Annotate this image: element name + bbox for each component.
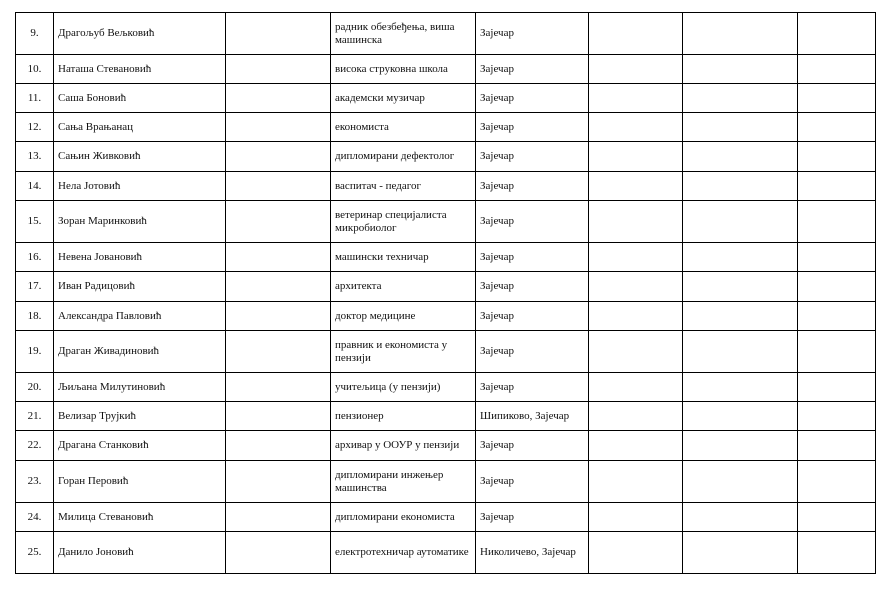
- occupation: учитељица (у пензији): [331, 373, 476, 402]
- occupation: економиста: [331, 113, 476, 142]
- empty-cell: [798, 402, 876, 431]
- residence: Зајечар: [476, 302, 589, 331]
- occupation: дипломирани инжењер машинства: [331, 461, 476, 503]
- empty-cell: [683, 55, 798, 84]
- empty-cell: [589, 55, 683, 84]
- empty-cell: [798, 272, 876, 302]
- empty-cell: [226, 532, 331, 574]
- occupation: пензионер: [331, 402, 476, 431]
- residence: Зајечар: [476, 461, 589, 503]
- empty-cell: [683, 113, 798, 142]
- empty-cell: [589, 431, 683, 461]
- empty-cell: [798, 201, 876, 243]
- candidate-name: Сања Врањанац: [54, 113, 226, 142]
- empty-cell: [798, 431, 876, 461]
- empty-cell: [226, 331, 331, 373]
- empty-cell: [226, 243, 331, 272]
- candidate-name: Горан Перовић: [54, 461, 226, 503]
- empty-cell: [683, 272, 798, 302]
- empty-cell: [589, 84, 683, 113]
- candidate-name: Александра Павловић: [54, 302, 226, 331]
- residence: Зајечар: [476, 272, 589, 302]
- table-row: [16, 461, 876, 503]
- occupation: архивар у ООУР у пензији: [331, 431, 476, 461]
- empty-cell: [683, 402, 798, 431]
- empty-cell: [683, 431, 798, 461]
- empty-cell: [226, 503, 331, 532]
- table-row: [16, 302, 876, 331]
- row-number: 17.: [16, 272, 54, 302]
- candidate-name: Нела Јотовић: [54, 172, 226, 201]
- residence: Зајечар: [476, 243, 589, 272]
- occupation: висока струковна школа: [331, 55, 476, 84]
- empty-cell: [589, 461, 683, 503]
- occupation: ветеринар специјалиста микробиолог: [331, 201, 476, 243]
- residence: Зајечар: [476, 172, 589, 201]
- empty-cell: [226, 431, 331, 461]
- row-number: 19.: [16, 331, 54, 373]
- occupation: правник и економиста у пензији: [331, 331, 476, 373]
- table-row: [16, 532, 876, 574]
- candidate-name: Милица Стевановић: [54, 503, 226, 532]
- residence: Зајечар: [476, 84, 589, 113]
- candidate-name: Саша Боновић: [54, 84, 226, 113]
- table-row: [16, 13, 876, 55]
- table-row: [16, 201, 876, 243]
- occupation: архитекта: [331, 272, 476, 302]
- candidate-name: Иван Радицовић: [54, 272, 226, 302]
- table-row: [16, 373, 876, 402]
- empty-cell: [589, 503, 683, 532]
- empty-cell: [683, 503, 798, 532]
- occupation: васпитач - педагог: [331, 172, 476, 201]
- empty-cell: [589, 201, 683, 243]
- candidate-table-body: [16, 13, 876, 574]
- residence: Зајечар: [476, 55, 589, 84]
- empty-cell: [798, 84, 876, 113]
- table-row: [16, 503, 876, 532]
- empty-cell: [798, 461, 876, 503]
- empty-cell: [683, 331, 798, 373]
- row-number: 20.: [16, 373, 54, 402]
- residence: Зајечар: [476, 201, 589, 243]
- table-row: [16, 272, 876, 302]
- residence: Зајечар: [476, 13, 589, 55]
- empty-cell: [226, 84, 331, 113]
- empty-cell: [798, 331, 876, 373]
- empty-cell: [798, 113, 876, 142]
- residence: Зајечар: [476, 142, 589, 172]
- empty-cell: [589, 302, 683, 331]
- candidate-name: Невена Јовановић: [54, 243, 226, 272]
- residence: Зајечар: [476, 331, 589, 373]
- empty-cell: [589, 402, 683, 431]
- occupation: академски музичар: [331, 84, 476, 113]
- empty-cell: [226, 272, 331, 302]
- empty-cell: [683, 172, 798, 201]
- empty-cell: [683, 13, 798, 55]
- occupation: доктор медицине: [331, 302, 476, 331]
- empty-cell: [226, 461, 331, 503]
- empty-cell: [589, 373, 683, 402]
- residence: Шипиково, Зајечар: [476, 402, 589, 431]
- table-row: [16, 113, 876, 142]
- row-number: 11.: [16, 84, 54, 113]
- empty-cell: [798, 243, 876, 272]
- empty-cell: [589, 532, 683, 574]
- row-number: 18.: [16, 302, 54, 331]
- table-row: [16, 55, 876, 84]
- candidate-name: Сањин Живковић: [54, 142, 226, 172]
- empty-cell: [226, 201, 331, 243]
- residence: Зајечар: [476, 373, 589, 402]
- empty-cell: [683, 461, 798, 503]
- empty-cell: [226, 142, 331, 172]
- empty-cell: [226, 55, 331, 84]
- empty-cell: [683, 532, 798, 574]
- table-row: [16, 402, 876, 431]
- candidate-name: Данило Јоновић: [54, 532, 226, 574]
- empty-cell: [589, 243, 683, 272]
- row-number: 9.: [16, 13, 54, 55]
- row-number: 22.: [16, 431, 54, 461]
- empty-cell: [798, 13, 876, 55]
- empty-cell: [683, 201, 798, 243]
- empty-cell: [683, 84, 798, 113]
- occupation: дипломирани економиста: [331, 503, 476, 532]
- row-number: 12.: [16, 113, 54, 142]
- table-row: [16, 431, 876, 461]
- occupation: радник обезбеђења, виша машинска: [331, 13, 476, 55]
- row-number: 10.: [16, 55, 54, 84]
- empty-cell: [798, 55, 876, 84]
- row-number: 14.: [16, 172, 54, 201]
- empty-cell: [798, 503, 876, 532]
- residence: Зајечар: [476, 431, 589, 461]
- empty-cell: [798, 172, 876, 201]
- empty-cell: [798, 373, 876, 402]
- row-number: 24.: [16, 503, 54, 532]
- candidate-name: Зоран Маринковић: [54, 201, 226, 243]
- empty-cell: [683, 142, 798, 172]
- candidate-name: Драгољуб Вељковић: [54, 13, 226, 55]
- empty-cell: [589, 331, 683, 373]
- candidate-name: Драгана Станковић: [54, 431, 226, 461]
- occupation: електротехничар аутоматике: [331, 532, 476, 574]
- empty-cell: [226, 172, 331, 201]
- residence: Зајечар: [476, 113, 589, 142]
- row-number: 21.: [16, 402, 54, 431]
- row-number: 25.: [16, 532, 54, 574]
- candidate-table: [15, 12, 876, 574]
- table-row: [16, 172, 876, 201]
- empty-cell: [226, 302, 331, 331]
- candidate-name: Наташа Стевановић: [54, 55, 226, 84]
- row-number: 16.: [16, 243, 54, 272]
- candidate-name: Љиљана Милутиновић: [54, 373, 226, 402]
- empty-cell: [589, 172, 683, 201]
- empty-cell: [798, 142, 876, 172]
- empty-cell: [798, 302, 876, 331]
- empty-cell: [226, 402, 331, 431]
- table-row: [16, 331, 876, 373]
- row-number: 15.: [16, 201, 54, 243]
- table-row: [16, 84, 876, 113]
- occupation: дипломирани дефектолог: [331, 142, 476, 172]
- empty-cell: [683, 373, 798, 402]
- empty-cell: [683, 302, 798, 331]
- candidate-name: Драган Живадиновић: [54, 331, 226, 373]
- empty-cell: [226, 113, 331, 142]
- residence: Зајечар: [476, 503, 589, 532]
- empty-cell: [589, 113, 683, 142]
- table-row: [16, 243, 876, 272]
- candidate-name: Велизар Трујкић: [54, 402, 226, 431]
- empty-cell: [226, 13, 331, 55]
- table-row: [16, 142, 876, 172]
- empty-cell: [798, 532, 876, 574]
- empty-cell: [226, 373, 331, 402]
- occupation: машински техничар: [331, 243, 476, 272]
- row-number: 13.: [16, 142, 54, 172]
- empty-cell: [589, 272, 683, 302]
- empty-cell: [589, 13, 683, 55]
- row-number: 23.: [16, 461, 54, 503]
- empty-cell: [683, 243, 798, 272]
- residence: Николичево, Зајечар: [476, 532, 589, 574]
- empty-cell: [589, 142, 683, 172]
